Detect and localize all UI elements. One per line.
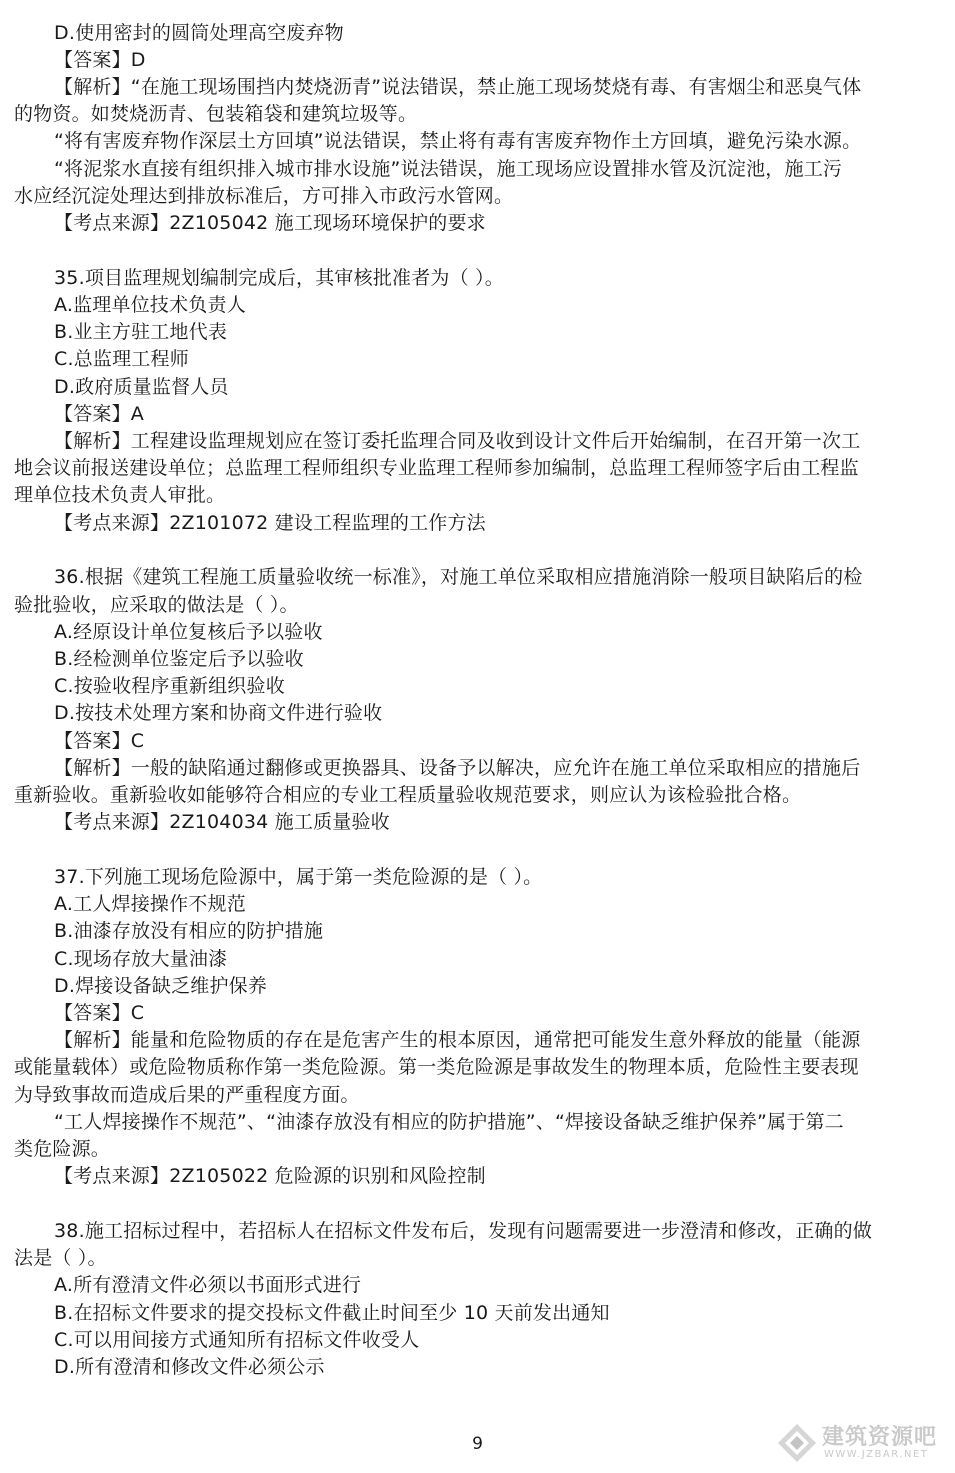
question-35: 35.项目监理规划编制完成后，其审核批准者为（ ）。 <box>54 267 504 289</box>
option-d: D.所有澄清和修改文件必须公示 <box>54 1356 325 1378</box>
option-c: C.现场存放大量油漆 <box>54 948 228 970</box>
source-line: 【考点来源】2Z104034 施工质量验收 <box>54 811 390 833</box>
analysis-line: 水应经沉淀处理达到排放标准后，方可排入市政污水管网。 <box>14 185 514 207</box>
analysis-line: “将有害废弃物作深层土方回填”说法错误，禁止将有毒有害废弃物作土方回填，避免污染水源。 <box>54 130 862 152</box>
option-b: B.经检测单位鉴定后予以验收 <box>54 648 304 670</box>
option-c: C.总监理工程师 <box>54 348 189 370</box>
question-38-cont: 法是（ ）。 <box>14 1247 107 1269</box>
question-37: 37.下列施工现场危险源中，属于第一类危险源的是（ ）。 <box>54 866 543 888</box>
analysis-line: 【解析】能量和危险物质的存在是危害产生的根本原因，通常把可能发生意外释放的能量（能源 <box>54 1029 861 1051</box>
option-d: D.焊接设备缺乏维护保养 <box>54 975 268 997</box>
answer-line: 【答案】D <box>54 49 146 71</box>
analysis-line: 的物资。如焚烧沥青、包装箱袋和建筑垃圾等。 <box>14 103 418 125</box>
option-c: C.按验收程序重新组织验收 <box>54 675 285 697</box>
option-a: A.所有澄清文件必须以书面形式进行 <box>54 1274 362 1296</box>
option-a: A.工人焊接操作不规范 <box>54 893 246 915</box>
analysis-line: “将泥浆水直接有组织排入城市排水设施”说法错误，施工现场应设置排水管及沉淀池，施工污 <box>54 158 843 180</box>
analysis-line: 或能量载体）或危险物质称作第一类危险源。第一类危险源是事故发生的物理本质，危险性主要表现 <box>14 1056 859 1078</box>
source-line: 【考点来源】2Z105042 施工现场环境保护的要求 <box>54 212 486 234</box>
option-a: A.监理单位技术负责人 <box>54 294 246 316</box>
diamond-logo-icon <box>776 1422 818 1464</box>
option-c: C.可以用间接方式通知所有招标文件收受人 <box>54 1329 420 1351</box>
question-38: 38.施工招标过程中，若招标人在招标文件发布后，发现有问题需要进一步澄清和修改，正确的做 <box>54 1220 873 1242</box>
answer-line: 【答案】C <box>54 730 145 752</box>
analysis-line: 【解析】工程建设监理规划应在签订委托监理合同及收到设计文件后开始编制，在召开第一次工 <box>54 430 861 452</box>
watermark-name: 建筑资源吧 <box>822 1425 938 1450</box>
answer-line: 【答案】A <box>54 403 144 425</box>
option-d: D.使用密封的圆筒处理高空废弃物 <box>54 22 344 44</box>
option-a: A.经原设计单位复核后予以验收 <box>54 621 323 643</box>
watermark-url: WWW.JZBAR.NET <box>824 1449 929 1460</box>
analysis-line: 重新验收。重新验收如能够符合相应的专业工程质量验收规范要求，则应认为该检验批合格。 <box>14 784 802 806</box>
analysis-line: 【解析】一般的缺陷通过翻修或更换器具、设备予以解决，应允许在施工单位采取相应的措施后 <box>54 757 861 779</box>
question-36-cont: 验批验收，应采取的做法是（ ）。 <box>14 594 299 616</box>
analysis-line: 【解析】“在施工现场围挡内焚烧沥青”说法错误，禁止施工现场焚烧有毒、有害烟尘和恶臭气体 <box>54 76 862 98</box>
analysis-line: 类危险源。 <box>14 1138 111 1160</box>
source-line: 【考点来源】2Z101072 建设工程监理的工作方法 <box>54 512 486 534</box>
option-d: D.政府质量监督人员 <box>54 376 229 398</box>
option-d: D.按技术处理方案和协商文件进行验收 <box>54 702 383 724</box>
analysis-line: 理单位技术负责人审批。 <box>14 484 226 506</box>
analysis-line: 为导致事故而造成后果的严重程度方面。 <box>14 1084 360 1106</box>
analysis-line: 地会议前报送建设单位；总监理工程师组织专业监理工程师参加编制，总监理工程师签字后由工程监 <box>14 457 859 479</box>
watermark <box>776 1420 948 1466</box>
analysis-line: “工人焊接操作不规范”、“油漆存放没有相应的防护措施”、“焊接设备缺乏维护保养”属于第二 <box>54 1111 844 1133</box>
page-number: 9 <box>472 1434 483 1454</box>
option-b: B.在招标文件要求的提交投标文件截止时间至少 10 天前发出通知 <box>54 1302 610 1324</box>
option-b: B.油漆存放没有相应的防护措施 <box>54 920 324 942</box>
answer-line: 【答案】C <box>54 1002 145 1024</box>
question-36: 36.根据《建筑工程施工质量验收统一标准》，对施工单位采取相应措施消除一般项目缺陷后的检 <box>54 566 863 588</box>
option-b: B.业主方驻工地代表 <box>54 321 228 343</box>
source-line: 【考点来源】2Z105022 危险源的识别和风险控制 <box>54 1165 486 1187</box>
